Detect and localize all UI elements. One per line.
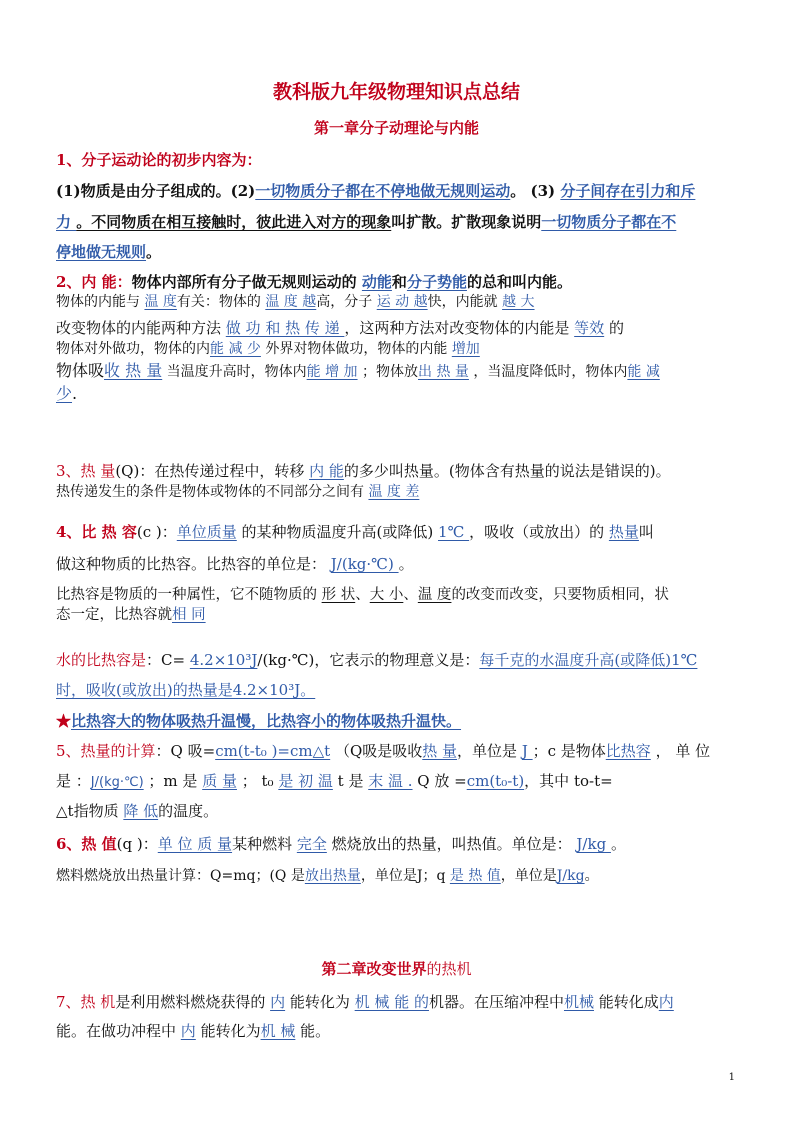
section-7-line-a: 6、热 值(q )：单 位 质 量某种燃料 完全 燃烧放出的热量，叫热值。单位是： J/kg 。 (56, 835, 626, 853)
section-2-line-e: 少. (56, 384, 78, 403)
section-3-line-a: 3、热 量(Q)：在热传递过程中，转移 内 能的多少叫热量。(物体含有热量的说法是错误的)。 (56, 462, 671, 480)
section-1-line-2: 力 。不同物质在相互接触时，彼此进入对方的现象叫扩散。扩散现象说明一切物质分子都在不 (56, 213, 677, 231)
section-1-line-1: (1)物质是由分子组成的。(2)一切物质分子都在不停地做无规则运动。 (3) 分子间存在引力和斥 (56, 182, 696, 200)
section-2-line-b: 改变物体的内能两种方法 做 功 和 热 传 递 ，这两种方法对改变物体的内能是 等效 的 (56, 319, 624, 337)
section-8-line-a: 7、热 机是利用燃料燃烧获得的 内 能转化为 机 械 能 的机器。在压缩冲程中机械 能转化成内 (56, 993, 674, 1011)
section-6-line-a: 5、热量的计算：Q 吸=cm(t-t₀ )=cm△t （Q吸是吸收热 量，单位是 J ；c 是物体比热容 ， 单 位 (56, 742, 711, 760)
chapter-1-title: 第一章分子动理论与内能 (313, 119, 479, 137)
section-4-line-a: 4、比 热 容(c )：单位质量 的某种物质温度升高(或降低) 1℃ ，吸收（或放出）的 热量叫 (56, 523, 654, 541)
section-4-line-d: 态一定，比热容就相 同 (56, 607, 206, 623)
chapter-2-title: 第二章改变世界的热机 (321, 960, 472, 978)
star-icon: ★ (56, 712, 72, 730)
section-2-line-a: 物体的内能与 温 度有关：物体的 温 度 越高，分子 运 动 越快，内能就 越 大 (56, 294, 535, 310)
section-2-heading: 2、内 能：物体内部所有分子做无规则运动的 动能和分子势能的总和叫内能。 (56, 273, 572, 291)
section-4-line-c: 比热容是物质的一种属性，它不随物质的 形 状、大 小、温 度的改变而改变，只要物质相同，状 (56, 587, 669, 603)
section-6-line-c: △t指物质 降 低的温度。 (56, 802, 219, 820)
section-2-line-c: 物体对外做功，物体的内能 减 少 外界对物体做功，物体的内能 增加 (56, 341, 480, 357)
section-1-heading: 1、分子运动论的初步内容为： (56, 151, 262, 169)
section-6-line-b: 是 ：J/(kg·℃) ；m 是 质 量 ； t₀ 是 初 温 t 是 末 温 . Q 放 =cm(t₀-t)，其中 to-t= (56, 772, 613, 790)
section-5-line-c: ★比热容大的物体吸热升温慢，比热容小的物体吸热升温快。 (56, 712, 462, 730)
section-2-line-d: 物体吸收 热 量 当温度升高时，物体内能 增 加 ；物体放出 热 量 ，当温度降低时，物体内能 减 (56, 361, 660, 380)
section-5-line-a: 水的比热容是：C= 4.2×10³J/(kg·℃)，它表示的物理意义是：每千克的水温度升高(或降低)1℃ (56, 651, 698, 669)
section-8-line-b: 能。在做功冲程中 内 能转化为机 械 能。 (56, 1022, 331, 1040)
section-7-line-b: 燃料燃烧放出热量计算：Q=mq；(Q 是放出热量，单位是J；q 是 热 值，单位是J/kg。 (56, 868, 599, 884)
section-1-line-3: 停地做无规则。 (56, 243, 162, 261)
section-3-line-b: 热传递发生的条件是物体或物体的不同部分之间有 温 度 差 (56, 484, 420, 500)
section-5-line-b: 时，吸收(或放出)的热量是4.2×10³J。 (56, 681, 316, 699)
section-4-line-b: 做这种物质的比热容。比热容的单位是： J/(kg·℃) 。 (56, 555, 414, 573)
document-title: 教科版九年级物理知识点总结 (272, 81, 520, 103)
page-number: 1 (728, 1072, 735, 1083)
